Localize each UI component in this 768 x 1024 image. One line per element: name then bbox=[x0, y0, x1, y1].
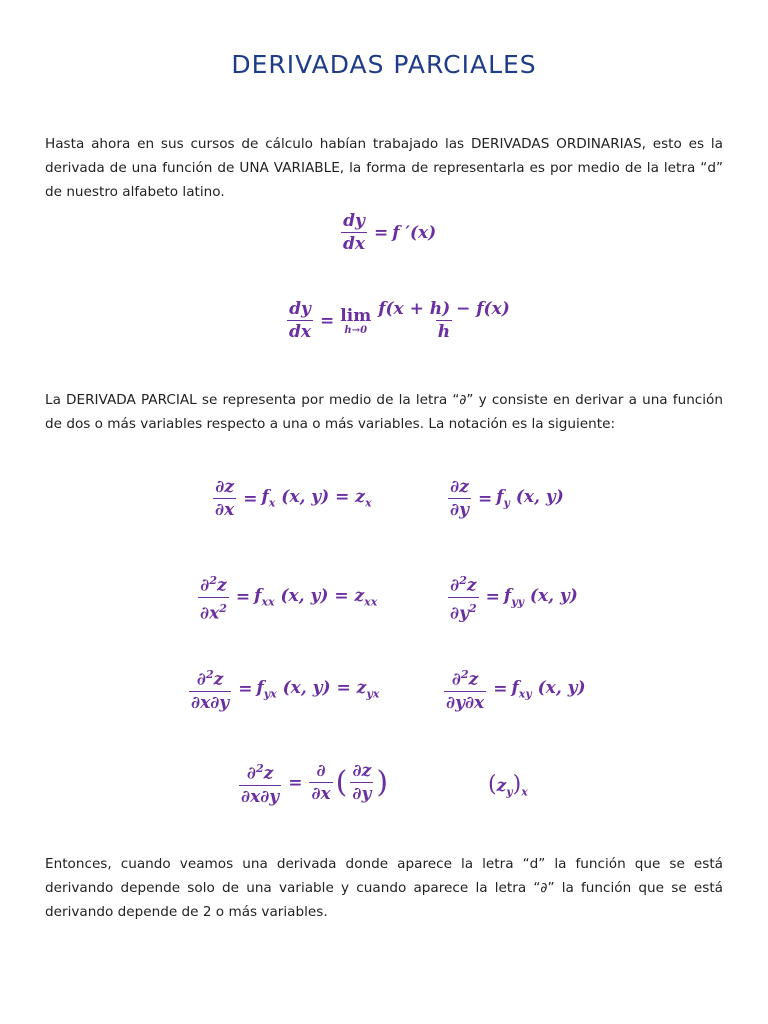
mixed-partial-expanded-equation: $\frac{\partial^2z}{\partial x\partial y}$ = $\frac{\partial}{\partial x}$ ( $\frac{\partial z}{\partial y}$ ) bbox=[241, 761, 389, 807]
ordinary-derivative-equation: $\frac{dy}{dx}$ = f ′(x) bbox=[343, 211, 437, 254]
conclusion-paragraph: Entonces, cuando veamos una derivada donde aparece la letra “d” la función que se está derivando depende solo de una variable y cuando aparece la letra “∂” la función que se está derivando depende de 2 o más variables. bbox=[45, 856, 723, 920]
mixed-partial-yx-equation: $\frac{\partial^2z}{\partial x\partial y}$ = $f_{yx}$ (x, $y) = z_{yx}$ bbox=[191, 668, 380, 713]
page-title: DERIVADAS PARCIALES bbox=[231, 50, 537, 79]
intro-paragraph: Hasta ahora en sus cursos de cálculo habían trabajado las DERIVADAS ORDINARIAS, esto es la derivada de una función de UNA VARIABLE, la forma de representarla es por medio de la letra “d” de nuestro alfabeto latino. bbox=[45, 136, 723, 200]
limit-definition-equation: $\frac{dy}{dx}$ = lim h→0 $\frac{f(x + h) - f(x)}{h}$ bbox=[289, 299, 510, 342]
subscript-notation-equation: $(z_y)_x$ bbox=[488, 772, 528, 799]
partial-y-equation: $\frac{\partial z}{\partial y}$ = $f_y$ (x, y) bbox=[450, 477, 564, 520]
partial-intro-paragraph: La DERIVADA PARCIAL se representa por medio de la letra “∂” y consiste en derivar a una función de dos o más variables respecto a una o más variables. La notación es la siguiente: bbox=[45, 392, 723, 432]
mixed-partial-xy-equation: $\frac{\partial^2z}{\partial y\partial x}$ = $f_{xy}$ (x, y) bbox=[446, 668, 586, 713]
second-partial-xx-equation: $\frac{\partial^2z}{\partial x^2}$ = $f_{xx}$ (x, $y) = z_{xx}$ bbox=[200, 574, 378, 624]
second-partial-yy-equation: $\frac{\partial^2z}{\partial y^2}$ = $f_{yy}$ (x, y) bbox=[450, 574, 578, 624]
partial-x-equation: $\frac{\partial z}{\partial x}$ = $f_x$ (x, $y) = z_x$ bbox=[215, 477, 372, 520]
